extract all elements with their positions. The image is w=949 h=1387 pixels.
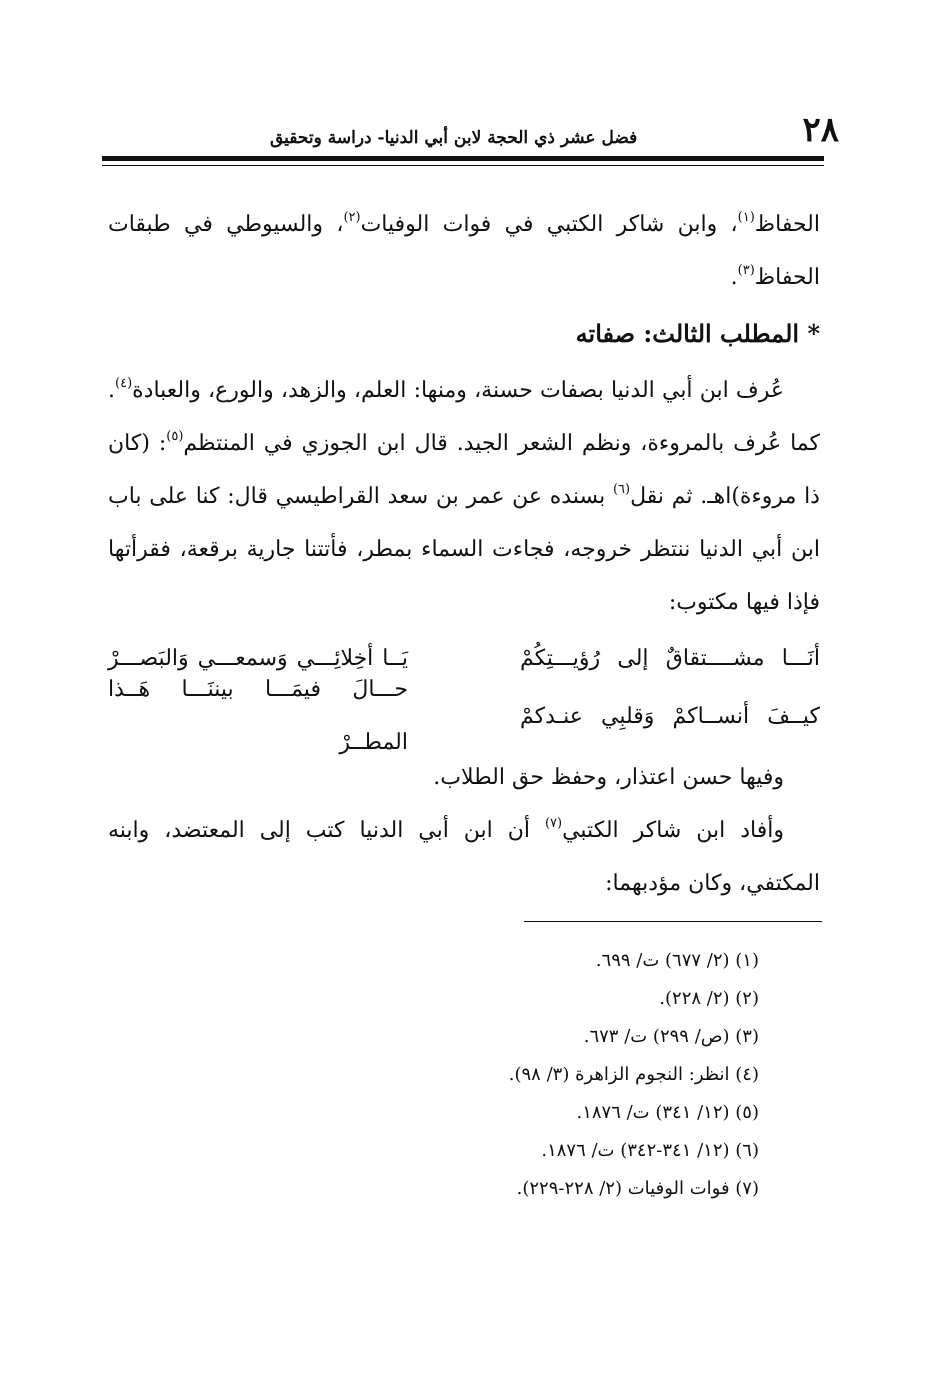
footnote-1: (١) (٢/ ٦٧٧) ت/ ٦٩٩. xyxy=(595,950,759,971)
page-number: ٢٨ xyxy=(802,110,839,150)
footnote-ref-6: (٦) xyxy=(612,481,631,497)
header-rule-thick xyxy=(102,156,824,161)
footnote-ref-5: (٥) xyxy=(166,428,184,444)
verse-1-first-hemistich: أنَـــا مشــــتقاقٌ إلى رُؤيـــتِكُمْ xyxy=(520,645,820,671)
footnote-ref-7: (٧) xyxy=(544,815,563,831)
footnote-2: (٢) (٢/ ٢٢٨). xyxy=(659,988,759,1009)
poem-verse-2 xyxy=(108,677,820,755)
footnote-5: (٥) (١٢/ ٣٤١) ت/ ١٨٧٦. xyxy=(576,1102,759,1123)
footnote-ref-2: (٢) xyxy=(343,209,361,225)
verse-2-second-hemistich: حـــالَ فيمَـــا بيننَـــا هَــذا المطــرْ xyxy=(108,677,408,755)
footnote-separator xyxy=(524,921,822,922)
running-title: فضل عشر ذي الحجة لابن أبي الدنيا- دراسة وتحقيق xyxy=(270,128,638,148)
footnotes xyxy=(379,942,759,1208)
header-rule-thin xyxy=(102,165,824,166)
footnote-ref-3: (٣) xyxy=(737,262,755,278)
footnote-ref-4: (٤) xyxy=(115,375,133,391)
paragraph-3: وفيها حسن اعتذار، وحفظ حق الطلاب. xyxy=(433,765,784,790)
footnote-4: (٤) انظر: النجوم الزاهرة (٣/ ٩٨). xyxy=(508,1064,759,1085)
verse-2-first-hemistich: كيــفَ أنســاكمْ وَقلبِي عنـدكمْ xyxy=(520,703,820,729)
footnote-7: (٧) فوات الوفيات (٢/ ٢٢٨-٢٢٩). xyxy=(516,1178,759,1199)
verse-1-second-hemistich: يَــا أخِلائِـــي وَسمعـــي وَالبَصـــرْ xyxy=(108,645,408,671)
main-text xyxy=(108,198,820,910)
footnote-6: (٦) (١٢/ ٣٤١-٣٤٢) ت/ ١٨٧٦. xyxy=(541,1140,759,1161)
paragraph-2: عُرف ابن أبي الدنيا بصفات حسنة، ومنها: العلم، والزهد، والورع، والعبادة$^{(٤)}$. كما عُرف بالمروءة، ونظم الشعر الجيد. قال ابن الجوزي في المنتظم$^{(٥)}$: (كان ذا مروءة)اهـ. ثم نقل$^{(٦)}$ بسنده عن عمر بن سعد القراطيسي قال: كنا على باب ابن أبي الدنيا ننتظر خروجه، فجاءت السماء بمطر، فأتتنا جارية برقعة، فقرأتها فإذا فيها مكتوب: xyxy=(108,375,820,615)
paragraph-4: وأفاد ابن شاكر الكتبي$^{(٧)}$ أن ابن أبي الدنيا كتب إلى المعتضد، وابنه المكتفي، وكان مؤدبهما: xyxy=(108,815,820,896)
section-heading: * المطلب الثالث: صفاته xyxy=(575,319,820,348)
footnote-3: (٣) (ص/ ٢٩٩) ت/ ٦٧٣. xyxy=(583,1026,759,1047)
paragraph-1: الحفاظ$^{(١)}$، وابن شاكر الكتبي في فوات الوفيات$^{(٢)}$، والسيوطي في طبقات الحفاظ$^{(٣)}$. xyxy=(108,209,820,290)
footnote-ref-1: (١) xyxy=(737,209,755,225)
